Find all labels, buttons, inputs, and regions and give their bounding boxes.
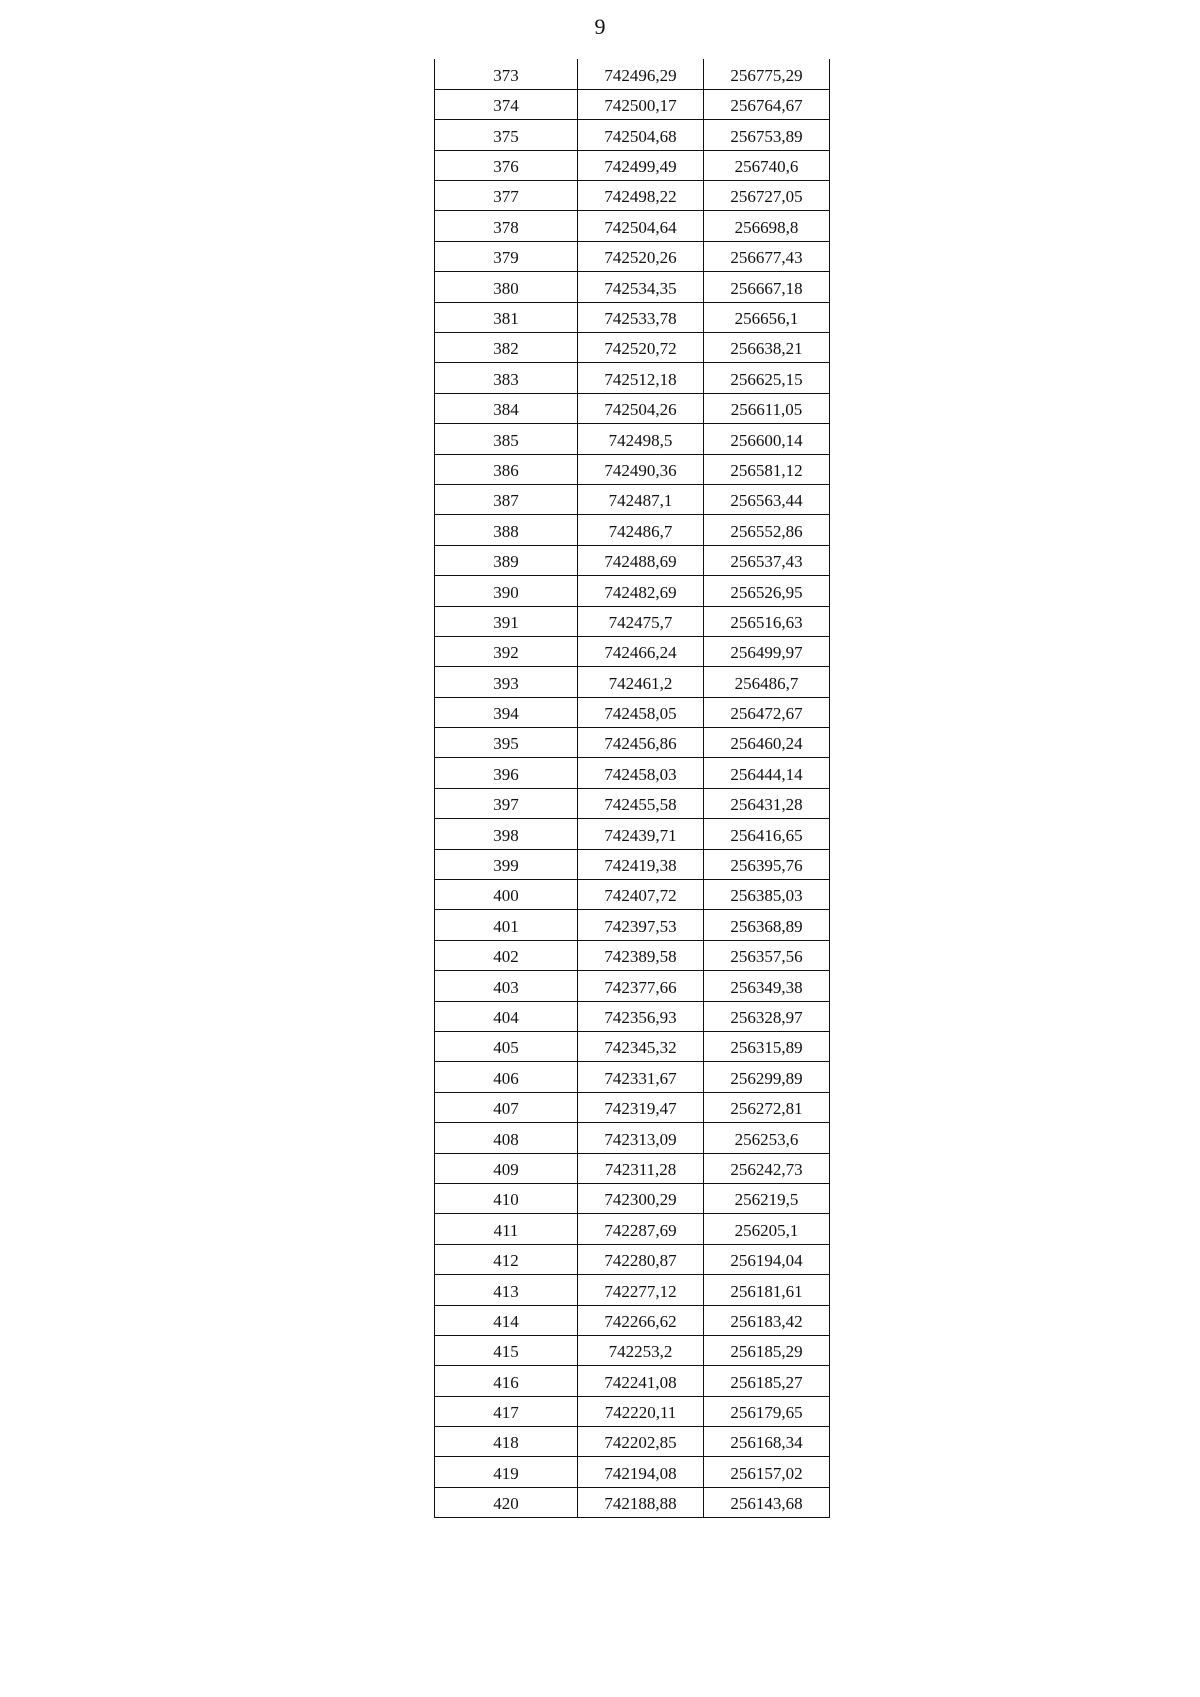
- y-coordinate-cell: 256219,5: [704, 1183, 830, 1213]
- point-number-cell: 404: [435, 1001, 578, 1031]
- table-row: [435, 545, 830, 575]
- x-coordinate-cell: 742194,08: [578, 1457, 704, 1487]
- y-coordinate-cell: 256185,29: [704, 1335, 830, 1365]
- y-coordinate-cell: 256775,29: [704, 59, 830, 89]
- table-row: [435, 697, 830, 727]
- x-coordinate-cell: 742498,5: [578, 424, 704, 454]
- table-row: [435, 120, 830, 150]
- table-row: [435, 636, 830, 666]
- table-row: [435, 940, 830, 970]
- table-row: [435, 1457, 830, 1487]
- table-row: [435, 1062, 830, 1092]
- point-number-cell: 380: [435, 272, 578, 302]
- x-coordinate-cell: 742319,47: [578, 1092, 704, 1122]
- x-coordinate-cell: 742520,26: [578, 241, 704, 271]
- y-coordinate-cell: 256299,89: [704, 1062, 830, 1092]
- point-number-cell: 398: [435, 819, 578, 849]
- table-row: [435, 393, 830, 423]
- y-coordinate-cell: 256444,14: [704, 758, 830, 788]
- table-row: [435, 1244, 830, 1274]
- y-coordinate-cell: 256552,86: [704, 515, 830, 545]
- y-coordinate-cell: 256698,8: [704, 211, 830, 241]
- page-number: 9: [594, 14, 606, 39]
- table-row: [435, 1001, 830, 1031]
- table-row: [435, 1366, 830, 1396]
- table-row: [435, 576, 830, 606]
- x-coordinate-cell: 742534,35: [578, 272, 704, 302]
- table-row: [435, 484, 830, 514]
- table-row: [435, 849, 830, 879]
- x-coordinate-cell: 742287,69: [578, 1214, 704, 1244]
- x-coordinate-cell: 742490,36: [578, 454, 704, 484]
- point-number-cell: 402: [435, 940, 578, 970]
- y-coordinate-cell: 256727,05: [704, 181, 830, 211]
- point-number-cell: 392: [435, 636, 578, 666]
- y-coordinate-cell: 256205,1: [704, 1214, 830, 1244]
- point-number-cell: 405: [435, 1032, 578, 1062]
- point-number-cell: 411: [435, 1214, 578, 1244]
- x-coordinate-cell: 742439,71: [578, 819, 704, 849]
- x-coordinate-cell: 742407,72: [578, 880, 704, 910]
- table-row: [435, 910, 830, 940]
- y-coordinate-cell: 256385,03: [704, 880, 830, 910]
- x-coordinate-cell: 742313,09: [578, 1123, 704, 1153]
- table-row: [435, 333, 830, 363]
- table-row: [435, 515, 830, 545]
- table-row: [435, 667, 830, 697]
- point-number-cell: 383: [435, 363, 578, 393]
- point-number-cell: 406: [435, 1062, 578, 1092]
- point-number-cell: 414: [435, 1305, 578, 1335]
- x-coordinate-cell: 742188,88: [578, 1487, 704, 1517]
- y-coordinate-cell: 256143,68: [704, 1487, 830, 1517]
- x-coordinate-cell: 742300,29: [578, 1183, 704, 1213]
- x-coordinate-cell: 742280,87: [578, 1244, 704, 1274]
- y-coordinate-cell: 256183,42: [704, 1305, 830, 1335]
- point-number-cell: 417: [435, 1396, 578, 1426]
- x-coordinate-cell: 742277,12: [578, 1275, 704, 1305]
- x-coordinate-cell: 742482,69: [578, 576, 704, 606]
- x-coordinate-cell: 742496,29: [578, 59, 704, 89]
- point-number-cell: 389: [435, 545, 578, 575]
- point-number-cell: 381: [435, 302, 578, 332]
- y-coordinate-cell: 256499,97: [704, 636, 830, 666]
- x-coordinate-cell: 742499,49: [578, 150, 704, 180]
- x-coordinate-cell: 742241,08: [578, 1366, 704, 1396]
- y-coordinate-cell: 256181,61: [704, 1275, 830, 1305]
- y-coordinate-cell: 256416,65: [704, 819, 830, 849]
- x-coordinate-cell: 742458,05: [578, 697, 704, 727]
- table-row: [435, 181, 830, 211]
- point-number-cell: 390: [435, 576, 578, 606]
- x-coordinate-cell: 742500,17: [578, 89, 704, 119]
- table-row: [435, 728, 830, 758]
- y-coordinate-cell: 256315,89: [704, 1032, 830, 1062]
- x-coordinate-cell: 742455,58: [578, 788, 704, 818]
- table-row: [435, 363, 830, 393]
- point-number-cell: 401: [435, 910, 578, 940]
- table-row: [435, 150, 830, 180]
- point-number-cell: 412: [435, 1244, 578, 1274]
- point-number-cell: 397: [435, 788, 578, 818]
- point-number-cell: 382: [435, 333, 578, 363]
- y-coordinate-cell: 256638,21: [704, 333, 830, 363]
- table-row: [435, 1032, 830, 1062]
- y-coordinate-cell: 256486,7: [704, 667, 830, 697]
- table-row: [435, 1275, 830, 1305]
- point-number-cell: 391: [435, 606, 578, 636]
- y-coordinate-cell: 256581,12: [704, 454, 830, 484]
- x-coordinate-cell: 742331,67: [578, 1062, 704, 1092]
- y-coordinate-cell: 256168,34: [704, 1427, 830, 1457]
- x-coordinate-cell: 742253,2: [578, 1335, 704, 1365]
- y-coordinate-cell: 256185,27: [704, 1366, 830, 1396]
- x-coordinate-cell: 742504,26: [578, 393, 704, 423]
- y-coordinate-cell: 256625,15: [704, 363, 830, 393]
- point-number-cell: 388: [435, 515, 578, 545]
- x-coordinate-cell: 742458,03: [578, 758, 704, 788]
- point-number-cell: 384: [435, 393, 578, 423]
- table-row: [435, 1427, 830, 1457]
- table-row: [435, 89, 830, 119]
- point-number-cell: 410: [435, 1183, 578, 1213]
- y-coordinate-cell: 256764,67: [704, 89, 830, 119]
- x-coordinate-cell: 742461,2: [578, 667, 704, 697]
- x-coordinate-cell: 742456,86: [578, 728, 704, 758]
- x-coordinate-cell: 742487,1: [578, 484, 704, 514]
- point-number-cell: 408: [435, 1123, 578, 1153]
- table-row: [435, 1214, 830, 1244]
- coordinates-table-body: [435, 59, 830, 1518]
- point-number-cell: 395: [435, 728, 578, 758]
- x-coordinate-cell: 742356,93: [578, 1001, 704, 1031]
- y-coordinate-cell: 256740,6: [704, 150, 830, 180]
- y-coordinate-cell: 256667,18: [704, 272, 830, 302]
- y-coordinate-cell: 256272,81: [704, 1092, 830, 1122]
- y-coordinate-cell: 256368,89: [704, 910, 830, 940]
- table-row: [435, 424, 830, 454]
- y-coordinate-cell: 256242,73: [704, 1153, 830, 1183]
- point-number-cell: 375: [435, 120, 578, 150]
- coordinates-table: [434, 59, 830, 1518]
- table-row: [435, 788, 830, 818]
- x-coordinate-cell: 742397,53: [578, 910, 704, 940]
- point-number-cell: 403: [435, 971, 578, 1001]
- x-coordinate-cell: 742475,7: [578, 606, 704, 636]
- x-coordinate-cell: 742512,18: [578, 363, 704, 393]
- x-coordinate-cell: 742498,22: [578, 181, 704, 211]
- table-row: [435, 1183, 830, 1213]
- x-coordinate-cell: 742377,66: [578, 971, 704, 1001]
- point-number-cell: 386: [435, 454, 578, 484]
- y-coordinate-cell: 256656,1: [704, 302, 830, 332]
- point-number-cell: 385: [435, 424, 578, 454]
- y-coordinate-cell: 256516,63: [704, 606, 830, 636]
- point-number-cell: 415: [435, 1335, 578, 1365]
- table-row: [435, 1335, 830, 1365]
- point-number-cell: 377: [435, 181, 578, 211]
- table-row: [435, 758, 830, 788]
- x-coordinate-cell: 742466,24: [578, 636, 704, 666]
- table-row: [435, 1123, 830, 1153]
- point-number-cell: 419: [435, 1457, 578, 1487]
- y-coordinate-cell: 256395,76: [704, 849, 830, 879]
- table-row: [435, 59, 830, 89]
- y-coordinate-cell: 256563,44: [704, 484, 830, 514]
- table-row: [435, 1305, 830, 1335]
- table-row: [435, 1092, 830, 1122]
- table-row: [435, 211, 830, 241]
- point-number-cell: 374: [435, 89, 578, 119]
- point-number-cell: 399: [435, 849, 578, 879]
- x-coordinate-cell: 742486,7: [578, 515, 704, 545]
- y-coordinate-cell: 256460,24: [704, 728, 830, 758]
- point-number-cell: 418: [435, 1427, 578, 1457]
- y-coordinate-cell: 256349,38: [704, 971, 830, 1001]
- table-row: [435, 971, 830, 1001]
- y-coordinate-cell: 256194,04: [704, 1244, 830, 1274]
- x-coordinate-cell: 742419,38: [578, 849, 704, 879]
- y-coordinate-cell: 256472,67: [704, 697, 830, 727]
- y-coordinate-cell: 256328,97: [704, 1001, 830, 1031]
- table-row: [435, 1153, 830, 1183]
- y-coordinate-cell: 256253,6: [704, 1123, 830, 1153]
- x-coordinate-cell: 742488,69: [578, 545, 704, 575]
- x-coordinate-cell: 742311,28: [578, 1153, 704, 1183]
- point-number-cell: 413: [435, 1275, 578, 1305]
- point-number-cell: 409: [435, 1153, 578, 1183]
- table-row: [435, 1487, 830, 1517]
- x-coordinate-cell: 742389,58: [578, 940, 704, 970]
- table-row: [435, 241, 830, 271]
- y-coordinate-cell: 256179,65: [704, 1396, 830, 1426]
- point-number-cell: 378: [435, 211, 578, 241]
- y-coordinate-cell: 256357,56: [704, 940, 830, 970]
- y-coordinate-cell: 256526,95: [704, 576, 830, 606]
- point-number-cell: 373: [435, 59, 578, 89]
- x-coordinate-cell: 742504,64: [578, 211, 704, 241]
- point-number-cell: 393: [435, 667, 578, 697]
- point-number-cell: 396: [435, 758, 578, 788]
- point-number-cell: 416: [435, 1366, 578, 1396]
- point-number-cell: 387: [435, 484, 578, 514]
- x-coordinate-cell: 742533,78: [578, 302, 704, 332]
- x-coordinate-cell: 742220,11: [578, 1396, 704, 1426]
- y-coordinate-cell: 256431,28: [704, 788, 830, 818]
- x-coordinate-cell: 742266,62: [578, 1305, 704, 1335]
- y-coordinate-cell: 256611,05: [704, 393, 830, 423]
- x-coordinate-cell: 742504,68: [578, 120, 704, 150]
- y-coordinate-cell: 256677,43: [704, 241, 830, 271]
- y-coordinate-cell: 256537,43: [704, 545, 830, 575]
- y-coordinate-cell: 256600,14: [704, 424, 830, 454]
- y-coordinate-cell: 256157,02: [704, 1457, 830, 1487]
- point-number-cell: 379: [435, 241, 578, 271]
- table-row: [435, 454, 830, 484]
- point-number-cell: 394: [435, 697, 578, 727]
- table-row: [435, 1396, 830, 1426]
- point-number-cell: 376: [435, 150, 578, 180]
- table-row: [435, 272, 830, 302]
- x-coordinate-cell: 742520,72: [578, 333, 704, 363]
- table-row: [435, 606, 830, 636]
- table-row: [435, 302, 830, 332]
- x-coordinate-cell: 742202,85: [578, 1427, 704, 1457]
- table-row: [435, 880, 830, 910]
- point-number-cell: 420: [435, 1487, 578, 1517]
- point-number-cell: 407: [435, 1092, 578, 1122]
- table-row: [435, 819, 830, 849]
- x-coordinate-cell: 742345,32: [578, 1032, 704, 1062]
- point-number-cell: 400: [435, 880, 578, 910]
- y-coordinate-cell: 256753,89: [704, 120, 830, 150]
